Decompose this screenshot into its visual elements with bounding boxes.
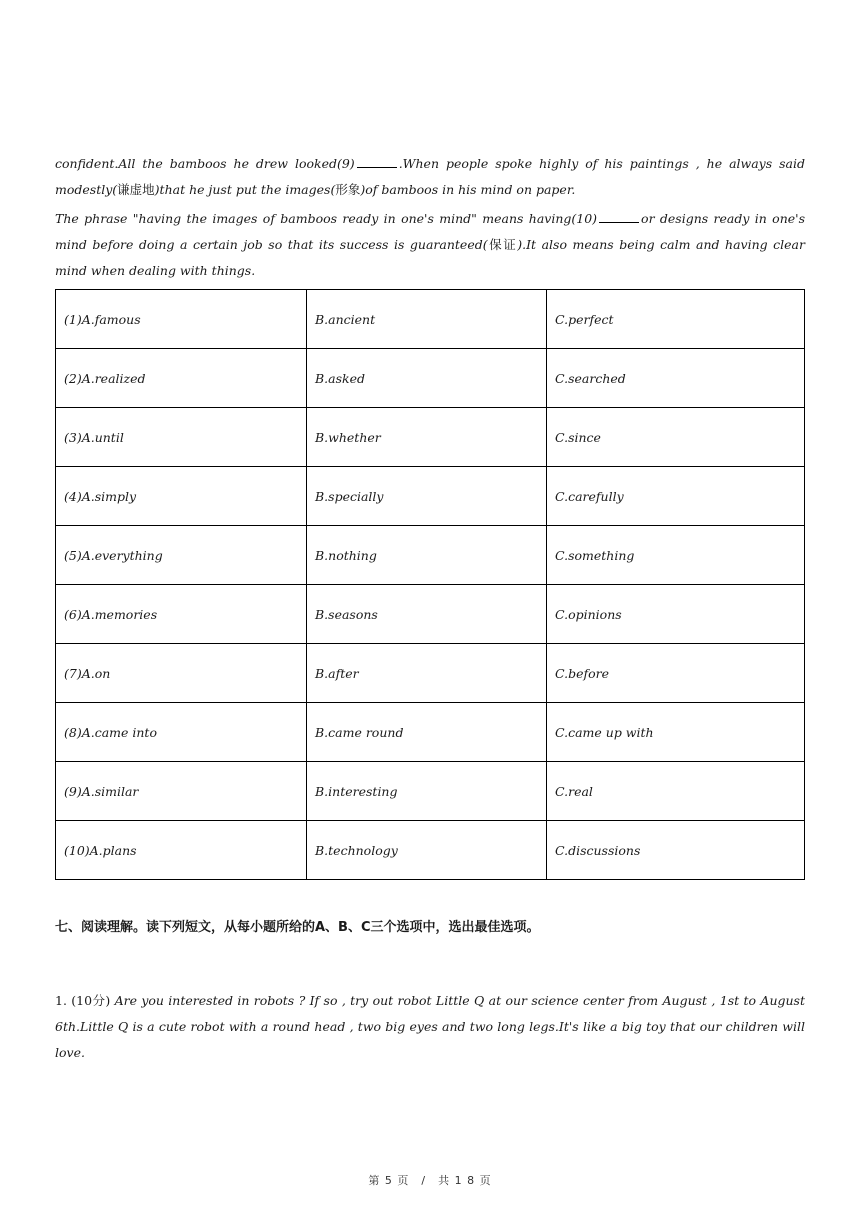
option-cell-b: B.interesting (307, 762, 547, 821)
table-row (56, 526, 805, 585)
option-cell-c: C.came up with (547, 703, 805, 762)
option-cell-c: C.before (547, 644, 805, 703)
option-cell-b: B.came round (307, 703, 547, 762)
option-cell-c: C.since (547, 408, 805, 467)
table-row (56, 467, 805, 526)
chinese-gloss: 保证 (487, 237, 518, 252)
option-cell-b: B.asked (307, 349, 547, 408)
question-1 (55, 988, 805, 1066)
table-row (56, 585, 805, 644)
passage-paragraph-1 (55, 151, 805, 203)
chinese-gloss: 谦虚地 (117, 182, 155, 197)
option-cell-a: (1)A.famous (56, 290, 307, 349)
option-cell-b: B.after (307, 644, 547, 703)
table-row (56, 408, 805, 467)
option-cell-a: (3)A.until (56, 408, 307, 467)
option-cell-a: (7)A.on (56, 644, 307, 703)
table-row (56, 644, 805, 703)
table-row (56, 703, 805, 762)
page-footer: 第 5 页 / 共 1 8 页 (368, 1174, 492, 1187)
option-cell-c: C.real (547, 762, 805, 821)
passage-text: or designs ready in one's mind before doing a certain job so that its success is guaranteed( (55, 211, 805, 252)
option-cell-b: B.whether (307, 408, 547, 467)
option-cell-b: B.ancient (307, 290, 547, 349)
table-row (56, 821, 805, 880)
chinese-gloss: 形象 (335, 182, 361, 197)
option-cell-b: B.specially (307, 467, 547, 526)
option-cell-a: (5)A.everything (56, 526, 307, 585)
option-cell-c: C.something (547, 526, 805, 585)
option-cell-a: (2)A.realized (56, 349, 307, 408)
question-text: Are you interested in robots ? If so , try out robot Little Q at our science center from August , 1st to August 6th.Little Q is a cute robot with a round head , two big eyes and two long legs.It's like a big toy that our children will love. (55, 993, 805, 1060)
option-cell-b: B.technology (307, 821, 547, 880)
table-row (56, 349, 805, 408)
option-cell-c: C.searched (547, 349, 805, 408)
options-table (55, 289, 805, 880)
passage-text: )of bamboos in his mind on paper. (360, 182, 576, 197)
question-number: 1. (10分) (55, 993, 111, 1008)
passage-text: confident.All the bamboos he drew looked(9) (55, 156, 355, 171)
option-cell-b: B.seasons (307, 585, 547, 644)
option-cell-a: (4)A.simply (56, 467, 307, 526)
passage-text: The phrase "having the images of bamboos ready in one's mind" means having(10) (55, 211, 598, 226)
answer-blank-10 (599, 208, 639, 223)
option-cell-c: C.carefully (547, 467, 805, 526)
option-cell-c: C.discussions (547, 821, 805, 880)
passage-text: )that he just put the images( (154, 182, 336, 197)
passage-text: .When people spoke highly of his paintings , he always said modestly( (55, 156, 805, 197)
passage-paragraph-2 (55, 206, 805, 284)
passage-text: ).It also means being calm and having clear mind when dealing with things. (55, 237, 805, 278)
option-cell-a: (9)A.similar (56, 762, 307, 821)
answer-blank-9 (357, 153, 397, 168)
option-cell-c: C.opinions (547, 585, 805, 644)
option-cell-a: (10)A.plans (56, 821, 307, 880)
table-row (56, 290, 805, 349)
option-cell-c: C.perfect (547, 290, 805, 349)
option-cell-b: B.nothing (307, 526, 547, 585)
option-cell-a: (8)A.came into (56, 703, 307, 762)
table-row (56, 762, 805, 821)
section-heading: 七、阅读理解。读下列短文，从每小题所给的A、B、C三个选项中，选出最佳选项。 (55, 920, 540, 935)
option-cell-a: (6)A.memories (56, 585, 307, 644)
